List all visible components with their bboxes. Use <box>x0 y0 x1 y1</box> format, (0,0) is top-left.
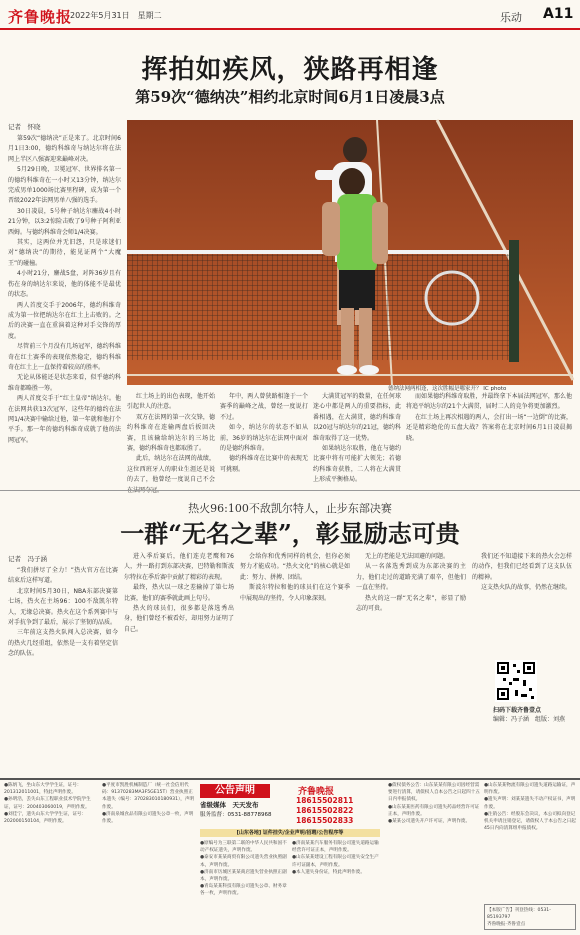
article2-col2: 进入季后赛后，他们连克老鹰和76人，并一路打到东部决赛，巴特勒和斯波尔特拉在季后赛中贡献了精彩的表现。 最终，热火以一球之差输掉了第七场比赛，他们的赛季就此画上句号。 热火的球员们，很多都是落选秀出身，他们曾经不被看好，却用努力证明了自己。 <box>124 553 234 633</box>
page-number: A11 <box>543 6 574 22</box>
notice-col4: ●济南某某汽车服务有限公司遗失道路运输经营许可证正本，声明作废。 ●山东某某建设工程有限公司遗失安全生产许可证副本，声明作废。 ●本人遗失身份证，特此声明作废。 <box>292 841 379 875</box>
article1-subtitle: 第59次“德纳决”相约北京时间6月1日凌晨3点 <box>135 88 445 106</box>
masthead-header <box>0 0 580 40</box>
article1-col5: 而如果德约科维奇取胜，并最终拿下本届法网冠军，那么他将追平纳达尔的21个大满贯，届时二人的竞争将更加激烈。 在红土场上再次相遇的两人，会打出一场“一边倒”的比赛，还是精彩绝伦的五盘大战？答案将在北京时间6月1日凌晨揭晓。 <box>406 393 572 442</box>
article1-col2: 红土场上的出色表现，他开始引起世人的注意。 双方在法网的第一次交锋，德约科维奇在连输两盘后扳回决赛，且该输给纳达尔的三场比赛，德约科维奇也都取胜了。 此后，纳达尔在法网的战绩，这位西班牙人的职业生涯还是说的去了，他曾经一度说自己不会 <box>127 393 215 484</box>
notice-col7: 【本版广告】刊登热线：0531-85193797 齐鲁晚报·齐鲁壹点 <box>484 904 576 930</box>
notice-col3: ●原编号为三联第二联的中华人民共和国不动产权证遗失，声明作废。 ●泰安市某某商贸有限公司遗失营业执照副本，声明作废。 ●济南市历城区某某商店遗失营业执照正副本，声明作废。 ●青岛某某科技有限公司遗失公章、财务章各一枚，声明作废。 <box>200 841 287 897</box>
notice-col2: ●平度市凯胜机械制造厂（统一社会信用代码：91370283MA3F5GE15T）营业执照正本遗失（编号：370283010180931），声明作废。 ●济南泉城食品有限公司遗失公章一枚，声明作废。 <box>102 783 195 825</box>
tennis-players-photo <box>127 120 573 385</box>
newspaper-logo: 齐鲁晚报 <box>8 8 73 26</box>
article1-col3: 年中，两人曾狭路相逢于一个赛季的巅峰之战，曾经一度说打不过。 如今，纳达尔的状态不如从前，36岁的纳达尔在法网中面对的是德约科维奇。 德约科维奇在比赛中的表现无可挑剔。 <box>220 393 308 473</box>
article1-col1: 第59次“德纳决”正是来了。北京时间6月1日3:00，德约科维奇与纳达尔将在法网上半区八强赛迎来巅峰对决。 5月29日晚，卫冕冠军、世界排名第一的德约科维奇在一小时又13分钟，纳达尔完成男单1000场比赛里程碑，成为第一个晋级2022年法网男单八强的选手。 30日凌晨，5号种子纳达尔鏖战4小时21分钟，以3:2惊险击败了9号种子阿利亚西姆。与德约科维奇会师1/4决赛。 其实，这两位并无旧怨，只是球迷们对“德纳决”的期待，能见证两个“大魔王”的碰撞。 4小时21分，鏖战5盘，对阵36岁且有伤在身的纳达尔来说，他的体能不是最优的状态。 两人首度交手于2006年，德约科维奇成为第一位把纳达尔在红土上击败的。之后的决赛一直在重演着这种对手交锋的厚度。 尽管前三个月没有几场冠军，德约科维奇在红土赛季的表现依然稳定，德约科维奇在红土上一直保持着较高的胜率。 无论从体能还是状态来看，似乎德约科维奇都略胜一筹。 两人首度交手于“红土皇帝”纳达尔。他在法网共获13次冠军，这些年的德约在法网1/4决赛中输给过他，第一年就和他打个平手。那一年的德约科维奇成就了他的法网冠军。 <box>8 135 121 444</box>
article2-col3: 会给你和优秀同样的机会，但你必须努力才能成功。“热火文化”的核心就是如此：努力、拼搏、团结。 斯波尔特拉和他的球员们在这个赛季中展现出的坚持，令人印象深刻。 <box>240 553 350 602</box>
notice-slogan: 省级媒体 天天发布 <box>200 801 259 809</box>
article-divider <box>0 490 580 491</box>
article2-title: 一群“无名之辈”，彰显励志可贵 <box>120 519 460 548</box>
notice-col5: ●债权债务公告：山东某某有限公司因经营需要进行清算，请债权人自本公告之日起四十五日内申报债权。 ●山东某某医药有限公司遗失药品经营许可证正本，声明作废。 ●某某公司遗失开户许可证，声明作废。 <box>388 783 480 825</box>
notice-banner-title: 公告声明 <box>200 784 270 798</box>
article2-col5: 我们还不知道接下来的热火会怎样的动作，但我们已经看到了这支队伍的精神。 这支热火队的故事，仍然在继续。 <box>472 553 572 592</box>
ad-logo: 齐鲁晚报 <box>298 787 335 797</box>
notice-col6: ●山东某某物流有限公司遗失道路运输证，声明作废。 ●遗失声明：刘某某遗失不动产权证书，声明作废。 ●注销公告：经股东会决议，本公司拟向登记机关申请注销登记，请债权人于本公告之日起45日内向清算组申报债权。 <box>484 783 576 832</box>
article2-col4: 无上的老能是无法回避的问题。 从一名落选秀到成为东部决赛的主力，他们走过的道路充满了艰辛，但他们一直在坚持。 热火的这一群“无名之辈”，彰显了励志的可贵。 <box>356 553 466 613</box>
article2-author: 记者 冯子涵 <box>8 555 47 563</box>
article1-col4: 大满贯冠军的数量，在任何球迷心中都是两人的重要指标，此番相遇，在大满贯，德约科维奇以20冠与纳达尔的21冠，德约科维奇取得了这一优势。 如果纳达尔取胜，他在与德约比赛中将有可能扩大领先；若德约科维奇获胜，二人将在大满贯上形成平衡格局。 <box>313 393 401 484</box>
ad-scope: [山东各地] 证件挂失/企业声明/招聘/公告程序等 <box>200 829 380 837</box>
header-rule <box>0 28 580 30</box>
service-tel: 服务监督：0531-88778968 <box>200 812 272 818</box>
qr-caption: 扫码下载齐鲁壹点 编辑：冯子涵 组版：刘燕 <box>493 707 566 723</box>
article1-title: 挥拍如疾风，狭路再相逢 <box>141 55 439 85</box>
article1-author: 记者 怀晓 <box>8 123 41 131</box>
qr-code[interactable] <box>495 660 537 702</box>
article2-subtitle: 热火96:100不敌凯尔特人，止步东部决赛 <box>188 502 392 515</box>
section-name: 乐动 <box>500 11 522 24</box>
ad-phones: 18615502811 18615502822 18615502833 <box>296 796 354 825</box>
article2-col1: “我们拼尽了全力！”热火官方在比赛结束后这样写道。 北京时间5月30日，NBA东部决赛第七场，热火在主场96：100不敌凯尔特人，无缘总决赛。热火在这个系列赛中与对手抗争到了最后，展示了坚韧的品质。 三年前这支热火队闯入总决赛，如今的热火几经重组，依然是一支有着坚定信念的队伍。 <box>8 567 118 658</box>
photo-caption: 德纳法网两相逢，这次胜幅是哪家开？ IC photo <box>388 386 507 392</box>
notice-col1: ●陈炳飞，坐山东大学学生证，证号：201312011001，特此声明作废。 ●孙明浩，丢失山东工程职业技术学院学生证，证号：200403060019，声明作废。 ●刘佳宁，遗失山东大学学生证，证号：202000150104，声明作废。 <box>4 783 91 825</box>
issue-date: 2022年5月31日 星期二 <box>70 11 162 20</box>
